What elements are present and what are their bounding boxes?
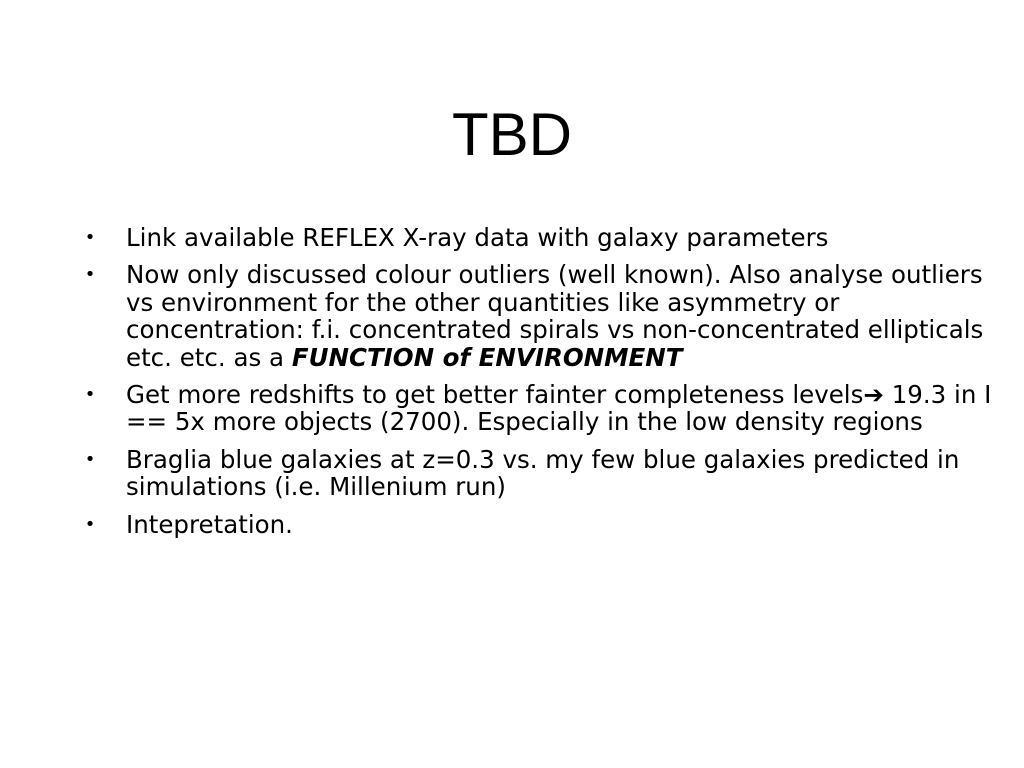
bullet-icon: • — [84, 227, 96, 248]
bullet-text: Link available REFLEX X-ray data with galaxy parameters — [126, 223, 829, 252]
bullet-list — [80, 224, 992, 548]
bullet-text: Get more redshifts to get better fainter completeness levels — [126, 380, 864, 410]
bullet-icon: • — [84, 384, 96, 406]
list-item — [80, 381, 992, 436]
list-item — [80, 261, 992, 371]
bullet-text: Braglia blue galaxies at z=0.3 vs. my few blue galaxies predicted in simulations (i.e. Millenium run) — [126, 444, 960, 502]
bullet-icon: • — [84, 448, 96, 470]
bullet-emphasis: FUNCTION of ENVIRONMENT — [291, 342, 683, 372]
bullet-text: 19.3 in I == 5x more objects (2700). Especially in the low density regions — [126, 380, 992, 437]
right-arrow-icon: ➔ — [863, 380, 884, 410]
bullet-text: Intepretation. — [126, 509, 293, 539]
bullet-icon: • — [84, 513, 96, 535]
list-item — [80, 446, 992, 501]
bullet-icon: • — [84, 264, 96, 286]
list-item — [80, 511, 992, 538]
list-item — [80, 224, 992, 251]
slide-title: TBD — [452, 101, 572, 168]
bullet-text: Now only discussed colour outliers (well known). Also analyse outliers vs environment for the other quantities like asymmetry or concentration: f.i. concentrated spirals vs non-concentrated ellipticals etc. etc. as a — [126, 260, 984, 372]
